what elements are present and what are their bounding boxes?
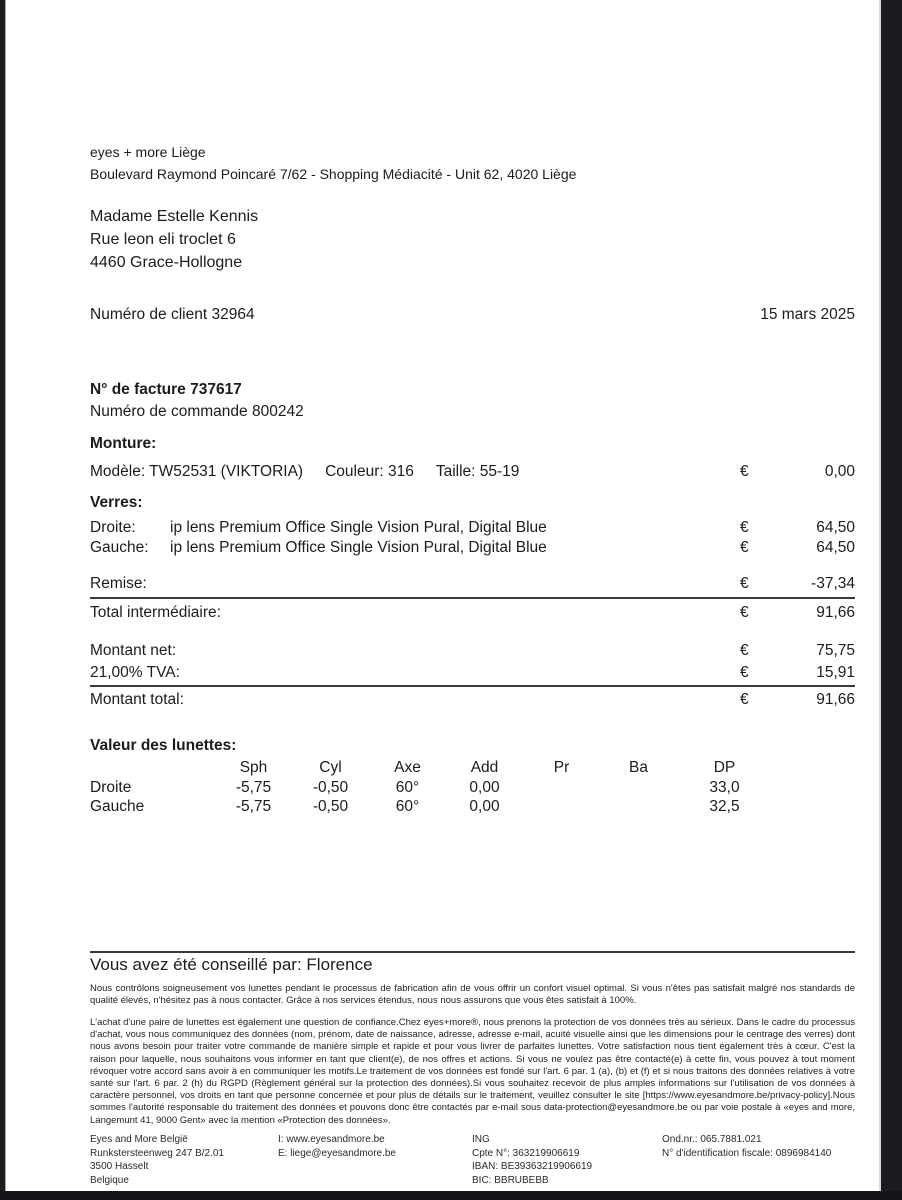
footer-company-street: Runkstersteenweg 247 B/2.01	[90, 1147, 224, 1159]
footer-contact	[278, 1133, 472, 1187]
client-date-row	[90, 306, 855, 324]
invoice-date: 15 mars 2025	[760, 306, 855, 323]
fine-print-quality: Nous contrôlons soigneusement vos lunettes pendant le processus de fabrication afin de vous offrir un confort visuel optimal. Si vous n'êtes pas satisfait malgré nos standards de qualité élevés, n'hésitez pas à nous contacter. Grâce à nos services étendus, nous nous assurons que vous êtes satisfait à 100%.	[90, 983, 855, 1007]
currency-symbol: €	[740, 642, 749, 659]
montant-net-label: Montant net:	[90, 642, 177, 659]
footer-iban: IBAN: BE39363219906619	[472, 1161, 593, 1172]
divider-rule	[90, 685, 855, 687]
divider-rule	[90, 951, 855, 953]
col-header-axe: Axe	[394, 759, 421, 776]
verres-row-gauche	[90, 538, 855, 558]
remise-label: Remise:	[90, 575, 147, 592]
row-label-droite: Droite	[90, 778, 132, 796]
footer-ond-nr: Ond.nr.: 065.7881.021	[662, 1134, 762, 1145]
lunettes-header-row	[90, 758, 855, 778]
montant-total-label: Montant total:	[90, 691, 184, 708]
tva-amount: 15,91	[816, 664, 855, 681]
verres-title: Verres:	[90, 494, 143, 511]
scan-edge-right	[879, 0, 902, 1200]
verres-row-droite	[90, 518, 855, 538]
currency-symbol: €	[740, 691, 749, 708]
footer-company-name: Eyes and More België	[90, 1134, 188, 1145]
footer	[90, 1133, 855, 1187]
cell-sph: -5,75	[235, 798, 272, 815]
table-row	[90, 797, 855, 817]
monture-amount: 0,00	[824, 463, 855, 480]
footer-bic: BIC: BBRUBEBB	[472, 1174, 549, 1186]
footer-bank-name: ING	[472, 1134, 490, 1145]
row-label-gauche: Gauche	[90, 798, 145, 815]
advisor-line: Vous avez été conseillé par: Florence	[90, 955, 373, 974]
store-address: Boulevard Raymond Poincaré 7/62 - Shopping Médiacité - Unit 62, 4020 Liège	[90, 166, 577, 182]
cell-ba	[600, 778, 677, 798]
lens-side-label: Droite:	[90, 519, 136, 536]
footer-tax-id: N° d'identification fiscale: 0896984140	[662, 1147, 832, 1159]
currency-symbol: €	[740, 538, 749, 556]
footer-company-city: 3500 Hasselt	[90, 1161, 149, 1172]
monture-line	[90, 463, 855, 481]
section-lunettes	[90, 737, 855, 817]
customer-city: 4460 Grace-Hollogne	[90, 254, 243, 271]
monture-size: Taille: 55-19	[435, 463, 520, 480]
cell-add: 0,00	[469, 798, 500, 815]
divider-rule	[90, 597, 855, 599]
scan-edge-left	[0, 0, 6, 1200]
footer-website: I: www.eyesandmore.be	[278, 1134, 385, 1145]
store-name: eyes + more Liège	[90, 144, 206, 160]
scan-edge-bottom	[0, 1191, 902, 1200]
cell-dp: 32,5	[709, 798, 740, 815]
customer-name: Madame Estelle Kennis	[90, 208, 259, 225]
currency-symbol: €	[740, 463, 749, 480]
lens-amount: 64,50	[816, 519, 855, 536]
footer-legal	[662, 1133, 855, 1187]
cell-cyl: -0,50	[312, 798, 349, 815]
footer-company-country: Belgique	[90, 1174, 129, 1186]
customer-address	[90, 205, 855, 274]
monture-model: Modèle: TW52531 (VIKTORIA)	[90, 463, 304, 480]
col-header-sph: Sph	[239, 759, 268, 776]
montant-total-amount: 91,66	[816, 691, 855, 708]
lens-amount: 64,50	[816, 538, 855, 556]
currency-symbol: €	[740, 664, 749, 681]
monture-color: Couleur: 316	[325, 463, 414, 480]
cell-add: 0,00	[469, 778, 500, 796]
footer-bank	[472, 1133, 662, 1187]
footer-company	[90, 1133, 278, 1187]
fine-print-privacy: L'achat d'une paire de lunettes est également une question de confiance.Chez eyes+more®, nous prenons la protection de vos données très au sérieux. Dans le cadre du processus d'achat, vous nous communiquez des données (nom, prénom, date de naissance, adresse, adresse e-mail, acuité visuelle ainsi que les dimensions pour le centrage des verres) dont nous avons besoin pour traiter votre commande de manière simple et rapide et pour vous livrer de parfaites lunettes. Votre satisfaction nous tient également très à cœur. C'est la raison pour laquelle, nous souhaitons vous informer en tant que client(e), de nos offres et actions. Si vous ne voulez pas être contacté(e) à cette fin, vous pouvez à tout moment révoquer votre accord sans avoir à en communiquer les motifs.Le traitement de vos données est fondé sur l'art. 6 par. 1 (a), (b) et (f) et si nous traitons des données relatives à votre santé sur l'art. 6 par. 2 (h) du RGPD (Règlement général sur la protection des données).Si vous souhaitez recevoir de plus amples informations sur l'utilisation de vos données à caractère personnel, vos droits en tant que personne concernée et pour plus de détails sur le traitement, veuillez consulter le site [https://www.eyesandmore.be/privacy-policy].Nous sommes l'autorité responsable du traitement des données et pouvons donc être contactés par e-mail sous data-protection@eyesandmore.be ou par voie postale à «eyes and more, Langemunt 41, 9000 Gent» avec la mention «Protection des données».	[90, 1017, 855, 1126]
cell-ba	[600, 797, 677, 817]
lens-description: ip lens Premium Office Single Vision Pural, Digital Blue	[170, 538, 547, 556]
montant-total-row	[90, 691, 855, 709]
cell-pr	[523, 778, 600, 798]
col-header-add: Add	[470, 759, 499, 776]
remise-amount: -37,34	[811, 575, 855, 592]
montant-net-amount: 75,75	[816, 642, 855, 659]
customer-street: Rue leon eli troclet 6	[90, 231, 236, 248]
remise-row	[90, 575, 855, 593]
cell-pr	[523, 797, 600, 817]
lunettes-title: Valeur des lunettes:	[90, 737, 237, 754]
footer-account: Cpte N°: 363219906619	[472, 1147, 580, 1159]
section-verres	[90, 494, 855, 557]
order-number: Numéro de commande 800242	[90, 403, 304, 420]
currency-symbol: €	[740, 575, 749, 592]
col-header-dp: DP	[713, 759, 736, 776]
cell-sph: -5,75	[235, 778, 272, 796]
cell-axe: 60°	[395, 778, 420, 796]
store-header	[90, 141, 855, 185]
cell-dp: 33,0	[709, 778, 740, 796]
tva-row	[90, 664, 855, 682]
tva-label: 21,00% TVA:	[90, 664, 180, 681]
total-intermediaire-amount: 91,66	[816, 604, 855, 621]
lens-description: ip lens Premium Office Single Vision Pural, Digital Blue	[170, 519, 547, 536]
cell-axe: 60°	[395, 798, 420, 815]
currency-symbol: €	[740, 519, 749, 536]
cell-cyl: -0,50	[312, 778, 349, 796]
montant-net-row	[90, 642, 855, 660]
currency-symbol: €	[740, 604, 749, 621]
footer-email: E: liege@eyesandmore.be	[278, 1147, 396, 1159]
monture-title: Monture:	[90, 435, 157, 452]
section-monture	[90, 435, 855, 481]
table-row	[90, 778, 855, 798]
col-header-cyl: Cyl	[319, 759, 342, 776]
col-header-pr: Pr	[553, 759, 570, 776]
invoice-number: N° de facture 737617	[90, 381, 242, 398]
lens-side-label: Gauche:	[90, 538, 149, 556]
total-intermediaire-label: Total intermédiaire:	[90, 604, 221, 621]
total-intermediaire-row	[90, 604, 855, 622]
client-number: Numéro de client 32964	[90, 306, 255, 323]
invoice-numbers	[90, 379, 855, 423]
col-header-ba: Ba	[629, 759, 648, 776]
